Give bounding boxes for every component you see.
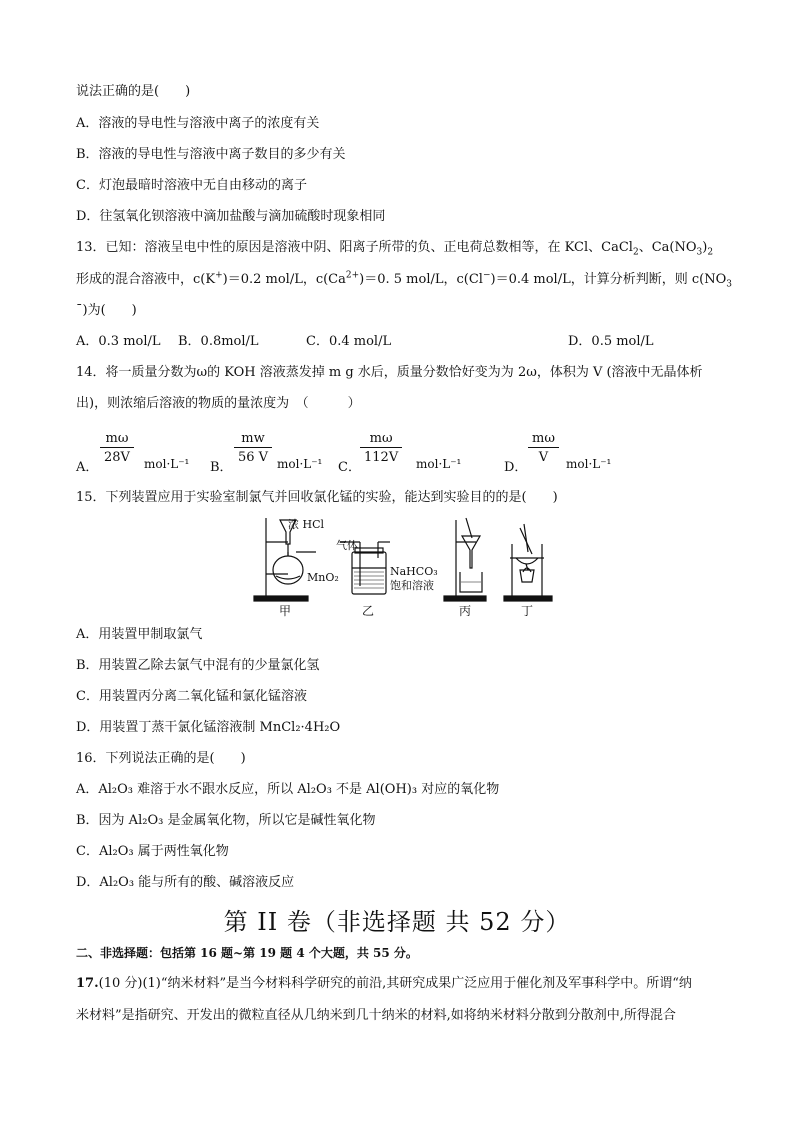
q12-option-c: C．灯泡最暗时溶液中无自由移动的离子 xyxy=(76,178,307,193)
q15-stem: 15．下列装置应用于实验室制氯气并回收氯化锰的实验，能达到实验目的的是( ) xyxy=(76,490,558,505)
q14-option-c-numerator: mω xyxy=(369,431,393,446)
q16-stem: 16．下列说法正确的是( ) xyxy=(76,751,246,766)
q13-line-1: 13．已知：溶液呈电中性的原因是溶液中阴、阳离子所带的负、正电荷总数相等，在 KCl、CaCl$_2$、$Ca(NO_3)_2$ xyxy=(76,240,714,258)
label-nahco3: NaHCO₃ xyxy=(390,565,438,578)
q14-option-b-label: B． xyxy=(210,460,233,475)
q12-option-b: B．溶液的导电性与溶液中离子数目的多少有关 xyxy=(76,147,346,162)
q16-option-d: D．Al₂O₃ 能与所有的酸、碱溶液反应 xyxy=(76,875,295,890)
q14-option-a-label: A． xyxy=(76,460,99,475)
q16-option-c: C．Al₂O₃ 属于两性氧化物 xyxy=(76,844,229,859)
q12-option-d: D．往氢氧化钡溶液中滴加盐酸与滴加硫酸时现象相同 xyxy=(76,209,386,224)
q14-option-b-unit: mol·L⁻¹ xyxy=(277,457,323,471)
q12-option-a: A．溶液的导电性与溶液中离子的浓度有关 xyxy=(76,116,320,131)
q13-line-3: ¯)为( ) xyxy=(76,303,137,318)
q16-option-a: A．Al₂O₃ 难溶于水不跟水反应，所以 Al₂O₃ 不是 Al(OH)₃ 对应的氧化物 xyxy=(76,782,500,797)
apparatus-ding xyxy=(504,524,552,601)
q13-line-2: 形成的混合溶液中，c(K+)＝0.2 mol/L，$c(Ca^{2+})=0$. 5 mol/L，c(Cl−)＝0.4 mol/L，计算分析判断，则 $c(NO_3$ xyxy=(76,270,732,290)
q14-option-d-unit: mol·L⁻¹ xyxy=(566,457,612,471)
q14-option-a-unit: mol·L⁻¹ xyxy=(144,457,190,471)
label-ding: 丁 xyxy=(521,604,534,618)
q14-option-b-denominator: 56 V xyxy=(234,447,272,465)
part-two-heading: 第 II 卷（非选择题 共 52 分） xyxy=(223,908,571,936)
q17-line1-text: (10 分)(1)“纳米材料”是当今材料科学研究的前沿,其研究成果广泛应用于催化剂及军事科学中。所谓“纳 xyxy=(98,976,692,991)
label-gas: 气体 xyxy=(336,539,358,552)
q17-line-1 xyxy=(76,976,692,992)
q13-line1-a: 13．已知：溶液呈电中性的原因是溶液中阴、阳离子所带的负、正电荷总数相等，在 KCl、CaCl xyxy=(76,240,633,255)
q14-option-d-numerator: mω xyxy=(532,431,555,446)
q13-line2-a: 形成的混合溶液中，c(K xyxy=(76,272,216,287)
q13-line1-c: ) xyxy=(702,240,708,255)
label-mno2: MnO₂ xyxy=(307,571,339,584)
q13-option-a: A．0.3 mol/L xyxy=(76,334,161,349)
q16-option-b: B．因为 Al₂O₃ 是金属氧化物，所以它是碱性氧化物 xyxy=(76,813,376,828)
q14-option-d-denominator: V xyxy=(528,447,559,465)
q14-option-a-numerator: mω xyxy=(105,431,129,446)
label-jia: 甲 xyxy=(279,604,292,618)
q13-option-b: B．0.8mol/L xyxy=(178,334,259,349)
q13-option-d: D．0.5 mol/L xyxy=(568,334,654,349)
q14-option-c-denominator: 112V xyxy=(360,447,402,465)
q13-line2-b: )＝0.2 mol/L，c(Ca xyxy=(222,272,346,287)
label-conc-hcl: 浓 HCl xyxy=(288,518,325,531)
label-bing: 丙 xyxy=(459,604,472,618)
q14-line-1: 14．将一质量分数为ω的 KOH 溶液蒸发掉 m g 水后，质量分数恰好变为为 2ω，体积为 V (溶液中无晶体析 xyxy=(76,365,703,380)
q15-option-d: D．用装置丁蒸干氯化锰溶液制 MnCl₂·4H₂O xyxy=(76,720,341,735)
q17-number: 17. xyxy=(76,976,99,991)
q14-option-a-fraction xyxy=(100,431,134,465)
apparatus-bing xyxy=(444,518,486,601)
q14-option-c-label: C． xyxy=(338,460,361,475)
q14-option-c-unit: mol·L⁻¹ xyxy=(416,457,462,471)
q13-option-c: C．0.4 mol/L xyxy=(306,334,392,349)
q14-option-c-fraction xyxy=(360,431,402,465)
section-two-instructions: 二、非选择题：包括第 16 题~第 19 题 4 个大题，共 55 分。 xyxy=(76,946,418,960)
q15-option-a: A．用装置甲制取氯气 xyxy=(76,627,203,642)
q15-option-c: C．用装置丙分离二氧化锰和氯化锰溶液 xyxy=(76,689,307,704)
q14-option-b-numerator: mw xyxy=(241,431,265,446)
q17-line-2: 米材料”是指研究、开发出的微粒直径从几纳米到几十纳米的材料,如将纳米材料分散到分散剂中,所得混合 xyxy=(76,1008,676,1023)
q15-option-b: B．用装置乙除去氯气中混有的少量氯化氢 xyxy=(76,658,320,673)
q14-option-a-denominator: 28V xyxy=(100,447,134,465)
q13-line2-d: )＝0.4 mol/L，计算分析判断，则 c(NO xyxy=(490,272,727,287)
q13-line1-b: 、Ca(NO xyxy=(638,240,697,255)
q14-option-b-fraction xyxy=(234,431,272,465)
q14-line-2: 出)，则浓缩后溶液的物质的量浓度为 （ ） xyxy=(76,396,361,411)
q14-option-d-fraction xyxy=(528,431,559,465)
q12-stem-tail: 说法正确的是( ) xyxy=(76,84,191,99)
q14-option-d-label: D． xyxy=(504,460,528,475)
label-saturated-solution: 饱和溶液 xyxy=(390,579,434,592)
label-yi: 乙 xyxy=(362,604,375,618)
q13-line2-c: )＝0. 5 mol/L，c(Cl xyxy=(359,272,483,287)
